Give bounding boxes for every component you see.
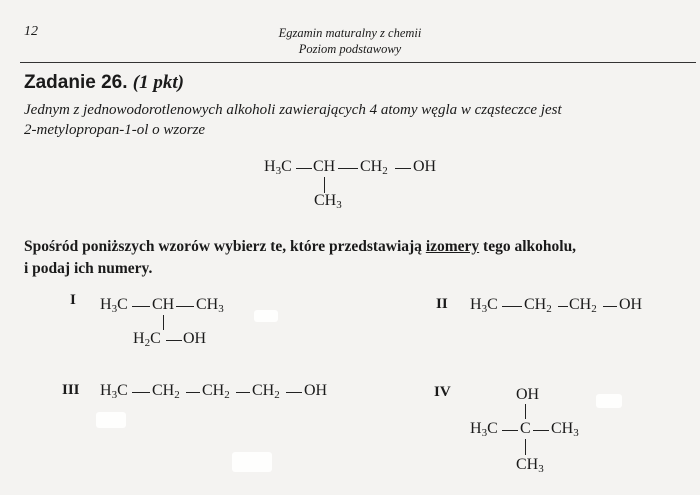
bond — [502, 430, 518, 431]
IV-ch3-right: $CH_3$ — [551, 420, 579, 439]
bond — [132, 392, 150, 393]
III-oh: OH — [304, 382, 328, 399]
bond — [533, 430, 549, 431]
bond — [558, 306, 568, 307]
formula-IV-label: IV — [434, 384, 451, 400]
bond — [132, 306, 150, 307]
header-rule — [20, 62, 696, 63]
instruction-line-2: i podaj ich numery. — [24, 260, 153, 277]
II-h3c: $H_3C$ — [470, 296, 498, 315]
bond — [525, 439, 526, 455]
task-number: Zadanie 26. — [24, 72, 128, 93]
IV-ch3-bottom: $CH_3$ — [516, 456, 544, 475]
scan-smudge — [596, 394, 622, 408]
intro-line-2: 2-metylopropan-1-ol o wzorze — [24, 122, 206, 138]
I-h2c: $H_2C$ — [133, 330, 161, 349]
I-ch3: $CH_3$ — [196, 296, 224, 315]
task-instruction — [24, 236, 694, 280]
IV-oh: OH — [516, 386, 540, 403]
II-oh: OH — [619, 296, 643, 313]
formula-I-label: I — [70, 292, 76, 308]
instruction-line-1: Spośród poniższych wzorów wybierz te, które przedstawiają izomery tego alkoholu, — [24, 238, 577, 255]
IV-c: C — [520, 420, 531, 437]
exam-title: Egzamin maturalny z chemii — [278, 26, 422, 40]
II-ch2-b: $CH_2$ — [569, 296, 597, 315]
main-ch: CH — [313, 158, 336, 175]
bond — [166, 340, 182, 341]
bond — [525, 404, 526, 419]
page-number: 12 — [24, 24, 38, 39]
task-title — [24, 72, 184, 94]
II-ch2-a: $CH_2$ — [524, 296, 552, 315]
bond — [176, 306, 194, 307]
IV-h3c: $H_3C$ — [470, 420, 498, 439]
main-h3c: $H_3C$ — [264, 158, 292, 177]
main-ch3-branch: $CH_3$ — [314, 192, 342, 211]
I-h3c: $H_3C$ — [100, 296, 128, 315]
scan-smudge — [96, 412, 126, 428]
bond — [286, 392, 302, 393]
bond — [186, 392, 200, 393]
exam-level: Poziom podstawowy — [298, 42, 402, 56]
I-oh: OH — [183, 330, 207, 347]
bond — [338, 168, 358, 169]
main-ch2: $CH_2$ — [360, 158, 388, 177]
task-intro — [24, 100, 684, 140]
bond — [603, 306, 617, 307]
III-ch2-c: $CH_2$ — [252, 382, 280, 401]
task-points: (1 pkt) — [132, 72, 184, 93]
III-ch2-a: $CH_2$ — [152, 382, 180, 401]
scan-smudge — [232, 452, 272, 472]
bond — [502, 306, 522, 307]
formula-III-label: III — [62, 382, 80, 398]
formula-II-label: II — [436, 296, 448, 312]
III-h3c: $H_3C$ — [100, 382, 128, 401]
intro-line-1: Jednym z jednowodorotlenowych alkoholi zawierających 4 atomy węgla w cząsteczce jest — [24, 102, 562, 118]
bond — [296, 168, 312, 169]
scan-smudge — [254, 310, 278, 322]
keyword-isomers: izomery — [425, 238, 480, 255]
main-oh: OH — [413, 158, 437, 175]
III-ch2-b: $CH_2$ — [202, 382, 230, 401]
I-ch: CH — [152, 296, 175, 313]
bond — [236, 392, 250, 393]
bond — [324, 177, 325, 193]
bond — [163, 315, 164, 330]
bond — [395, 168, 411, 169]
